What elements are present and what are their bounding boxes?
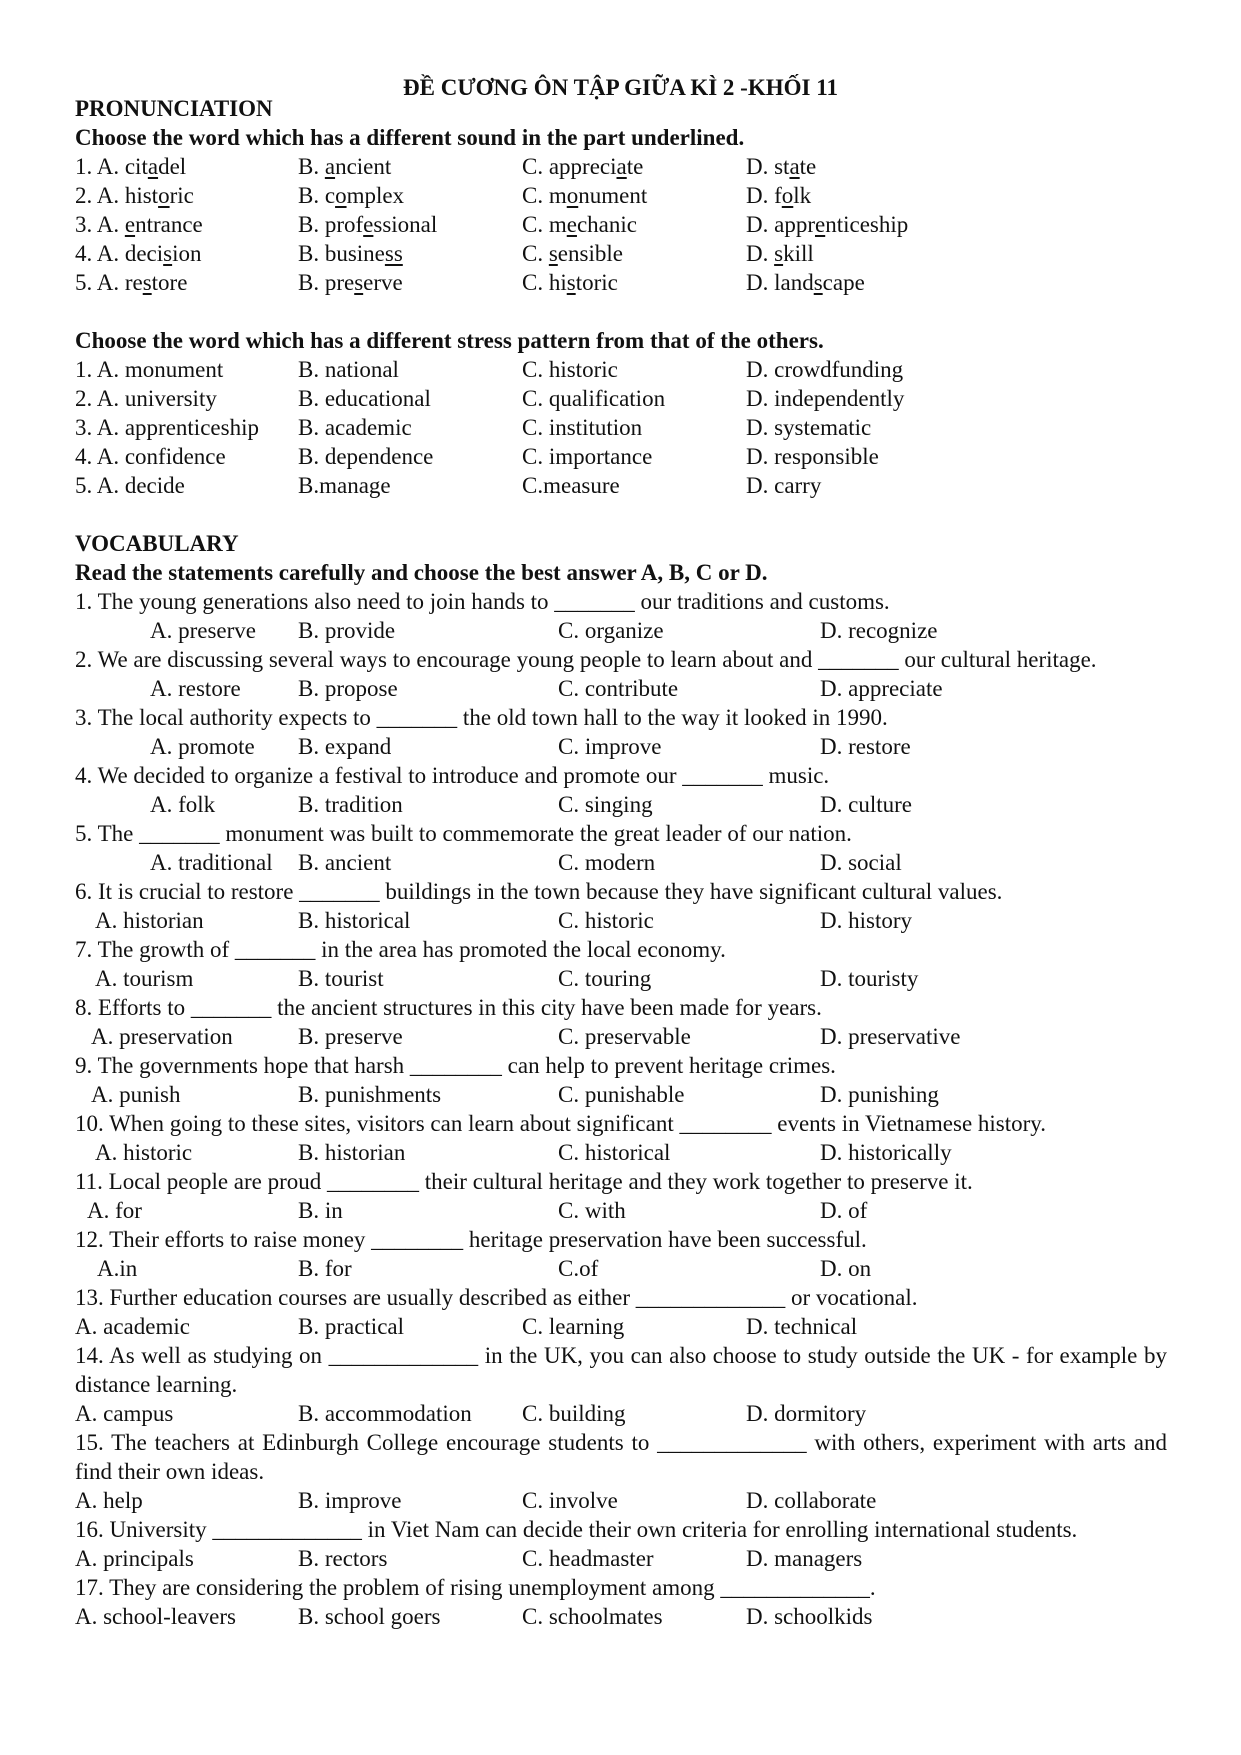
- sound-question-row: [75, 181, 1175, 210]
- question-text: 11. Local people are proud ________ their cultural heritage and they work together to preserve it.: [75, 1169, 973, 1194]
- option-a: 5. A. decide: [75, 473, 185, 498]
- option-c: C. qualification: [522, 386, 666, 411]
- underlined-part: s: [163, 241, 173, 266]
- stress-question-row: [75, 355, 1175, 384]
- option-c: C. monument: [522, 183, 648, 208]
- sound-question-row: [75, 239, 1175, 268]
- answer-options-row: [75, 906, 1175, 935]
- option-a: 3. A. entrance: [75, 212, 203, 237]
- answer-options-row: [75, 1399, 1175, 1428]
- option-b: B. for: [298, 1256, 352, 1281]
- option-a: A. principals: [75, 1546, 194, 1571]
- option-c: C. singing: [558, 792, 653, 817]
- question-text: 2. We are discussing several ways to encourage young people to learn about and _______ our cultural heritage.: [75, 647, 1097, 672]
- answer-options-row: [75, 1080, 1175, 1109]
- option-d: D. apprenticeship: [746, 212, 909, 237]
- answer-options-row: [75, 1138, 1175, 1167]
- option-d: D. punishing: [820, 1082, 939, 1107]
- underlined-part: e: [363, 212, 374, 237]
- option-d: D. of: [820, 1198, 868, 1223]
- page-title: ĐỀ CƯƠNG ÔN TẬP GIỮA KÌ 2 -KHỐI 11: [403, 75, 838, 100]
- option-c: C. historic: [558, 908, 654, 933]
- stress-question-row: [75, 442, 1175, 471]
- question-text: 16. University _____________ in Viet Nam can decide their own criteria for enrolling international students.: [75, 1517, 1078, 1542]
- option-c: C. building: [522, 1401, 626, 1426]
- answer-options-row: [75, 1544, 1175, 1573]
- option-a: A. historic: [95, 1140, 193, 1165]
- option-b: B. tradition: [298, 792, 403, 817]
- option-b: B. in: [298, 1198, 343, 1223]
- option-a: A. restore: [150, 676, 241, 701]
- question-text: 5. The _______ monument was built to commemorate the great leader of our nation.: [75, 821, 852, 846]
- option-c: C. contribute: [558, 676, 679, 701]
- answer-options-row: [75, 964, 1175, 993]
- answer-options-row: [75, 616, 1175, 645]
- option-d: D. state: [746, 154, 817, 179]
- option-c: C. improve: [558, 734, 662, 759]
- option-d: D. culture: [820, 792, 912, 817]
- sound-instruction: Choose the word which has a different sound in the part underlined.: [75, 125, 745, 150]
- option-c: C. historic: [522, 270, 618, 295]
- question-text: 8. Efforts to _______ the ancient structures in this city have been made for years.: [75, 995, 822, 1020]
- sound-question-row: [75, 152, 1175, 181]
- option-b: B. professional: [298, 212, 438, 237]
- option-d: D. history: [820, 908, 912, 933]
- option-a: A. punish: [91, 1082, 181, 1107]
- option-a: A. preserve: [150, 618, 257, 643]
- answer-options-row: [75, 1486, 1175, 1515]
- option-a: A. traditional: [150, 850, 273, 875]
- answer-options-row: [75, 848, 1175, 877]
- underlined-part: a: [324, 154, 336, 179]
- option-a: 5. A. restore: [75, 270, 188, 295]
- option-b: B.manage: [298, 473, 391, 498]
- underlined-part: a: [147, 154, 159, 179]
- option-a: A. campus: [75, 1401, 174, 1426]
- underlined-part: e: [124, 212, 136, 237]
- stress-question-row: [75, 471, 1175, 500]
- underlined-part: o: [335, 183, 347, 208]
- option-d: D. on: [820, 1256, 872, 1281]
- option-a: 3. A. apprenticeship: [75, 415, 259, 440]
- option-c: C. mechanic: [522, 212, 637, 237]
- option-c: C. learning: [522, 1314, 625, 1339]
- option-a: A. historian: [95, 908, 204, 933]
- option-c: C. historic: [522, 357, 618, 382]
- vocabulary-question-list: [75, 587, 1175, 1631]
- answer-options-row: [75, 1022, 1175, 1051]
- option-a: 1. A. citadel: [75, 154, 187, 179]
- option-c: C. headmaster: [522, 1546, 654, 1571]
- option-d: D. dormitory: [746, 1401, 867, 1426]
- question-text: 10. When going to these sites, visitors can learn about significant ________ events in Vietnamese history.: [75, 1111, 1047, 1136]
- option-c: C. involve: [522, 1488, 618, 1513]
- underlined-part: ss: [384, 241, 403, 266]
- option-c: C. institution: [522, 415, 643, 440]
- option-b: B. tourist: [298, 966, 384, 991]
- answer-options-row: [75, 732, 1175, 761]
- underlined-part: e: [814, 212, 826, 237]
- option-b: B. expand: [298, 734, 392, 759]
- underlined-part: s: [354, 270, 364, 295]
- answer-options-row: [75, 1312, 1175, 1341]
- option-d: D. appreciate: [820, 676, 943, 701]
- stress-question-list: [75, 355, 1175, 500]
- option-d: D. independently: [746, 386, 905, 411]
- underlined-part: s: [774, 241, 784, 266]
- option-a: A. for: [87, 1198, 142, 1223]
- option-d: D. skill: [746, 241, 814, 266]
- underlined-part: s: [813, 270, 823, 295]
- question-text: 9. The governments hope that harsh ________ can help to prevent heritage crimes.: [75, 1053, 836, 1078]
- option-d: D. restore: [820, 734, 911, 759]
- option-b: B. school goers: [298, 1604, 441, 1629]
- option-a: A. help: [75, 1488, 143, 1513]
- option-d: D. carry: [746, 473, 822, 498]
- option-b: B. accommodation: [298, 1401, 472, 1426]
- option-d: D. touristy: [820, 966, 919, 991]
- underlined-part: o: [566, 183, 579, 208]
- option-b: B. propose: [298, 676, 398, 701]
- option-b: B. punishments: [298, 1082, 442, 1107]
- option-c: C. schoolmates: [522, 1604, 663, 1629]
- option-d: D. preservative: [820, 1024, 961, 1049]
- vocabulary-heading: VOCABULARY: [75, 531, 239, 556]
- option-d: D. landscape: [746, 270, 865, 295]
- option-b: B. preserve: [298, 1024, 403, 1049]
- option-c: C. sensible: [522, 241, 623, 266]
- option-b: B. rectors: [298, 1546, 388, 1571]
- option-d: D. recognize: [820, 618, 938, 643]
- option-a: A. tourism: [95, 966, 194, 991]
- option-d: D. crowdfunding: [746, 357, 904, 382]
- sound-question-list: [75, 152, 1175, 297]
- answer-options-row: [75, 790, 1175, 819]
- option-a: 1. A. monument: [75, 357, 224, 382]
- option-d: D. schoolkids: [746, 1604, 873, 1629]
- option-c: C. punishable: [558, 1082, 685, 1107]
- option-c: C. importance: [522, 444, 653, 469]
- option-b: B. business: [298, 241, 403, 266]
- option-b: B. historian: [298, 1140, 406, 1165]
- option-a: 4. A. decision: [75, 241, 202, 266]
- underlined-part: s: [566, 270, 576, 295]
- question-text: 14. As well as studying on _____________ in the UK, you can also choose to study outside the UK - for example by distance learning.: [75, 1343, 1167, 1397]
- option-b: B. practical: [298, 1314, 405, 1339]
- option-b: B. complex: [298, 183, 405, 208]
- option-a: A. promote: [150, 734, 255, 759]
- option-c: C. touring: [558, 966, 652, 991]
- option-a: 2. A. historic: [75, 183, 194, 208]
- answer-options-row: [75, 1602, 1175, 1631]
- option-b: B. provide: [298, 618, 396, 643]
- option-b: B. preserve: [298, 270, 403, 295]
- option-c: C. organize: [558, 618, 664, 643]
- option-c: C. historical: [558, 1140, 671, 1165]
- question-text: 12. Their efforts to raise money ________ heritage preservation have been successful.: [75, 1227, 867, 1252]
- option-d: D. historically: [820, 1140, 952, 1165]
- spacer: [75, 500, 1175, 529]
- option-a: A. school-leavers: [75, 1604, 236, 1629]
- option-b: B. academic: [298, 415, 412, 440]
- option-b: B. improve: [298, 1488, 402, 1513]
- pronunciation-section: [75, 94, 1175, 1631]
- answer-options-row: [75, 1254, 1175, 1283]
- option-c: C. modern: [558, 850, 656, 875]
- option-a: 2. A. university: [75, 386, 217, 411]
- option-c: C.of: [558, 1256, 599, 1281]
- option-b: B. dependence: [298, 444, 434, 469]
- question-text: 1. The young generations also need to join hands to _______ our traditions and customs.: [75, 589, 890, 614]
- option-d: D. responsible: [746, 444, 879, 469]
- option-b: B. historical: [298, 908, 411, 933]
- underlined-part: e: [566, 212, 577, 237]
- stress-instruction: Choose the word which has a different stress pattern from that of the others.: [75, 328, 824, 353]
- option-a: A. preservation: [91, 1024, 233, 1049]
- question-text: 6. It is crucial to restore _______ buildings in the town because they have significant cultural values.: [75, 879, 1003, 904]
- pronunciation-heading: PRONUNCIATION: [75, 96, 273, 121]
- underlined-part: s: [142, 270, 152, 295]
- option-d: D. social: [820, 850, 902, 875]
- option-a: A. academic: [75, 1314, 190, 1339]
- underlined-part: o: [158, 183, 170, 208]
- option-c: C.measure: [522, 473, 620, 498]
- sound-question-row: [75, 268, 1175, 297]
- option-a: A. folk: [150, 792, 216, 817]
- option-c: C. preservable: [558, 1024, 691, 1049]
- option-b: B. national: [298, 357, 399, 382]
- underlined-part: o: [781, 183, 794, 208]
- underlined-part: a: [789, 154, 800, 179]
- stress-question-row: [75, 384, 1175, 413]
- vocabulary-instruction: Read the statements carefully and choose the best answer A, B, C or D.: [75, 560, 768, 585]
- question-text: 15. The teachers at Edinburgh College encourage students to _____________ with others, experiment with arts and find their own ideas.: [75, 1430, 1167, 1484]
- question-text: 7. The growth of _______ in the area has promoted the local economy.: [75, 937, 726, 962]
- question-text: 3. The local authority expects to _______ the old town hall to the way it looked in 1990.: [75, 705, 888, 730]
- option-a: 4. A. confidence: [75, 444, 226, 469]
- option-d: D. collaborate: [746, 1488, 877, 1513]
- option-c: C. with: [558, 1198, 626, 1223]
- answer-options-row: [75, 674, 1175, 703]
- option-d: D. systematic: [746, 415, 872, 440]
- question-text: 17. They are considering the problem of rising unemployment among _____________.: [75, 1575, 876, 1600]
- option-a: A.in: [97, 1256, 138, 1281]
- spacer: [75, 297, 1175, 326]
- option-c: C. appreciate: [522, 154, 644, 179]
- option-d: D. managers: [746, 1546, 863, 1571]
- question-text: 13. Further education courses are usually described as either _____________ or vocational.: [75, 1285, 918, 1310]
- option-d: D. technical: [746, 1314, 858, 1339]
- sound-question-row: [75, 210, 1175, 239]
- stress-question-row: [75, 413, 1175, 442]
- option-d: D. folk: [746, 183, 812, 208]
- question-text: 4. We decided to organize a festival to introduce and promote our _______ music.: [75, 763, 830, 788]
- underlined-part: s: [548, 241, 558, 266]
- option-b: B. ancient: [298, 154, 392, 179]
- option-b: B. educational: [298, 386, 431, 411]
- underlined-part: a: [616, 154, 627, 179]
- option-b: B. ancient: [298, 850, 392, 875]
- answer-options-row: [75, 1196, 1175, 1225]
